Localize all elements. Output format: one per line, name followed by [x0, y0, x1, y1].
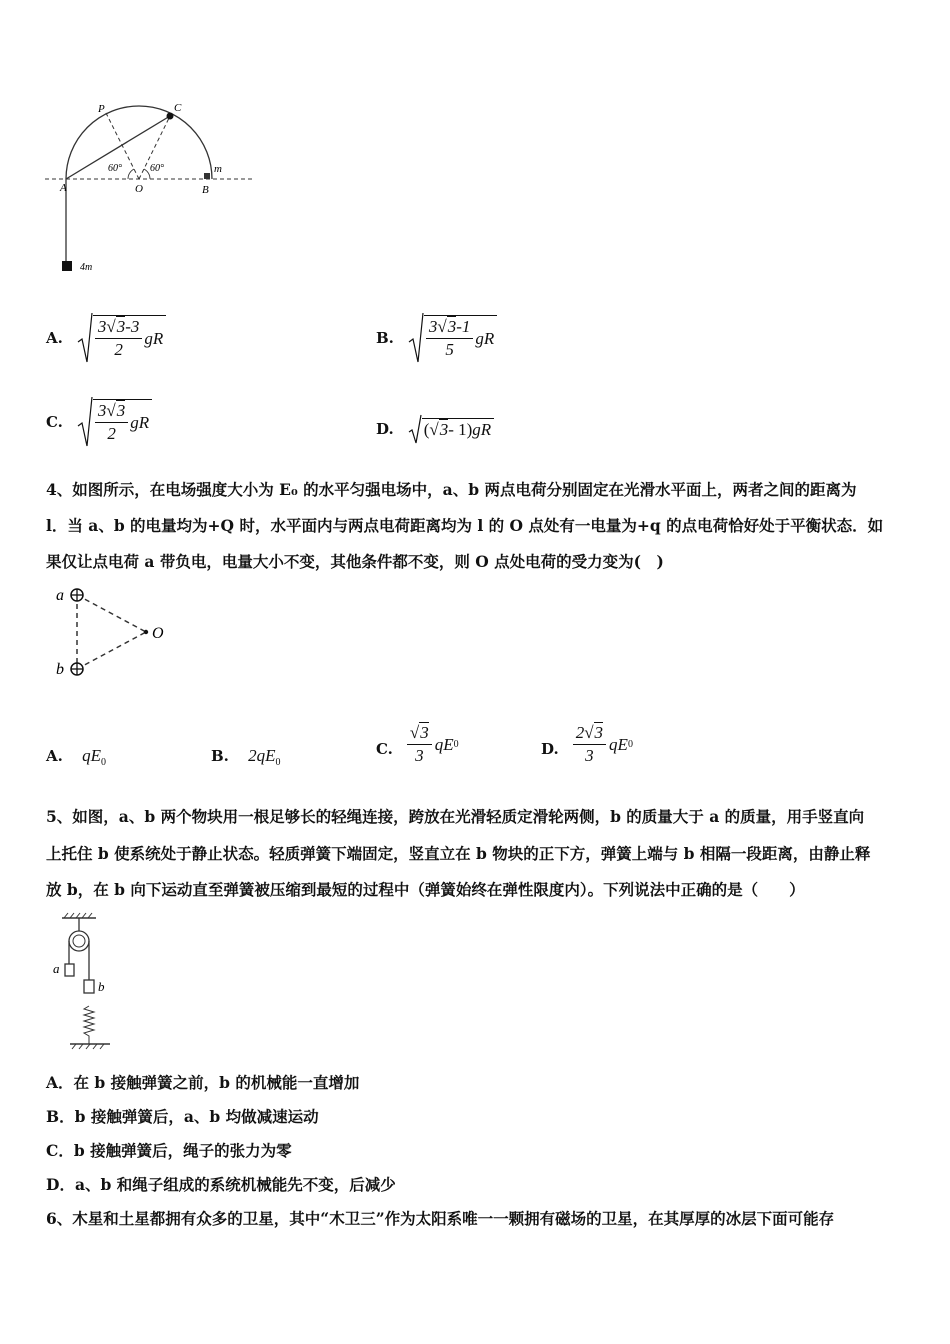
q4-option-c[interactable]: C. $\frac{√3}{3}$ qE 0: [376, 723, 459, 765]
angle-left: 60°: [108, 163, 122, 174]
label-O: O: [152, 625, 164, 642]
q5-stem-line1: 5、如图，a、b 两个物块用一根足够长的轻绳连接，跨放在光滑轻质定滑轮两侧，b 的质量大于 a 的质量，用手竖直向: [46, 807, 865, 826]
q5-stem-line2: 上托住 b 使系统处于静止状态。轻质弹簧下端固定，竖直立在 b 物块的正下方，弹簧上端与 b 相隔一段距离，由静止释: [46, 844, 871, 863]
label-O: O: [135, 183, 143, 195]
label-C: C: [174, 102, 182, 114]
angle-right: 60°: [150, 163, 164, 174]
q6-stem-line1: 6、木星和土星都拥有众多的卫星，其中“木卫三”作为太阳系唯一一颗拥有磁场的卫星，在其厚厚的冰层下面可能存: [46, 1209, 835, 1228]
pulley-spring-figure: [48, 910, 128, 1055]
fraction: $\frac{2√3}{3}$: [573, 722, 606, 767]
label-b: b: [98, 979, 105, 994]
q4-option-b[interactable]: B. $2qE_0$: [211, 746, 281, 768]
q3-option-a[interactable]: A. $\frac{3√3-3}{2}$ gR: [46, 312, 166, 364]
sqrt-expression: $\frac{3√3}{2}$ gR: [77, 396, 152, 448]
q5-option-d[interactable]: D．a、b 和绳子组成的系统机械能先不变，后减少: [46, 1175, 396, 1194]
label-b: b: [56, 661, 64, 678]
sqrt-expression: $\frac{3√3-3}{2}$ gR: [77, 312, 166, 364]
q5-option-b[interactable]: B．b 接触弹簧后，a、b 均做减速运动: [46, 1107, 319, 1126]
label-P: P: [98, 103, 105, 115]
sqrt-expression: $\frac{3√3-1}{5}$ gR: [408, 312, 497, 364]
q4-option-d[interactable]: D. $\frac{2√3}{3}$ qE 0: [541, 723, 633, 765]
label-A: A: [60, 182, 67, 194]
label-a: a: [53, 961, 60, 976]
label-a: a: [56, 587, 64, 604]
label-m: m: [214, 163, 222, 175]
q3-option-d[interactable]: D. ( √ 3 - 1) gR: [376, 414, 494, 444]
sqrt-expression: ( √ 3 - 1) gR: [408, 414, 494, 444]
label-B: B: [202, 184, 209, 196]
q4-stem-line3: 果仅让点电荷 a 带负电，电量大小不变，其他条件都不变，则 O 点处电荷的受力变为( ): [46, 552, 664, 571]
q5-stem-line3: 放 b，在 b 向下运动直至弹簧被压缩到最短的过程中（弹簧始终在弹性限度内）。下列说法中正确的是（ ）: [46, 880, 805, 899]
fraction: $\frac{√3}{3}$: [407, 722, 432, 767]
q5-option-a[interactable]: A．在 b 接触弹簧之前，b 的机械能一直增加: [46, 1073, 360, 1092]
q4-stem-line2: l．当 a、b 的电量均为+Q 时，水平面内与两点电荷距离均为 l 的 O 点处有一电量为+q 的点电荷恰好处于平衡状态．如: [46, 516, 884, 535]
q4-option-a[interactable]: A. $qE_0$: [46, 746, 106, 768]
q5-option-c[interactable]: C．b 接触弹簧后，绳子的张力为零: [46, 1141, 292, 1160]
charges-triangle-figure: [50, 582, 180, 682]
q3-option-b[interactable]: B. $\frac{3√3-1}{5}$ gR: [376, 312, 497, 364]
q4-stem-line1: 4、如图所示，在电场强度大小为 E₀ 的水平匀强电场中，a、b 两点电荷分别固定在光滑水平面上，两者之间的距离为: [46, 480, 857, 499]
semicircle-track-figure: [40, 95, 270, 280]
q3-option-c[interactable]: C. $\frac{3√3}{2}$ gR: [46, 396, 152, 448]
label-4m: 4m: [80, 262, 93, 273]
